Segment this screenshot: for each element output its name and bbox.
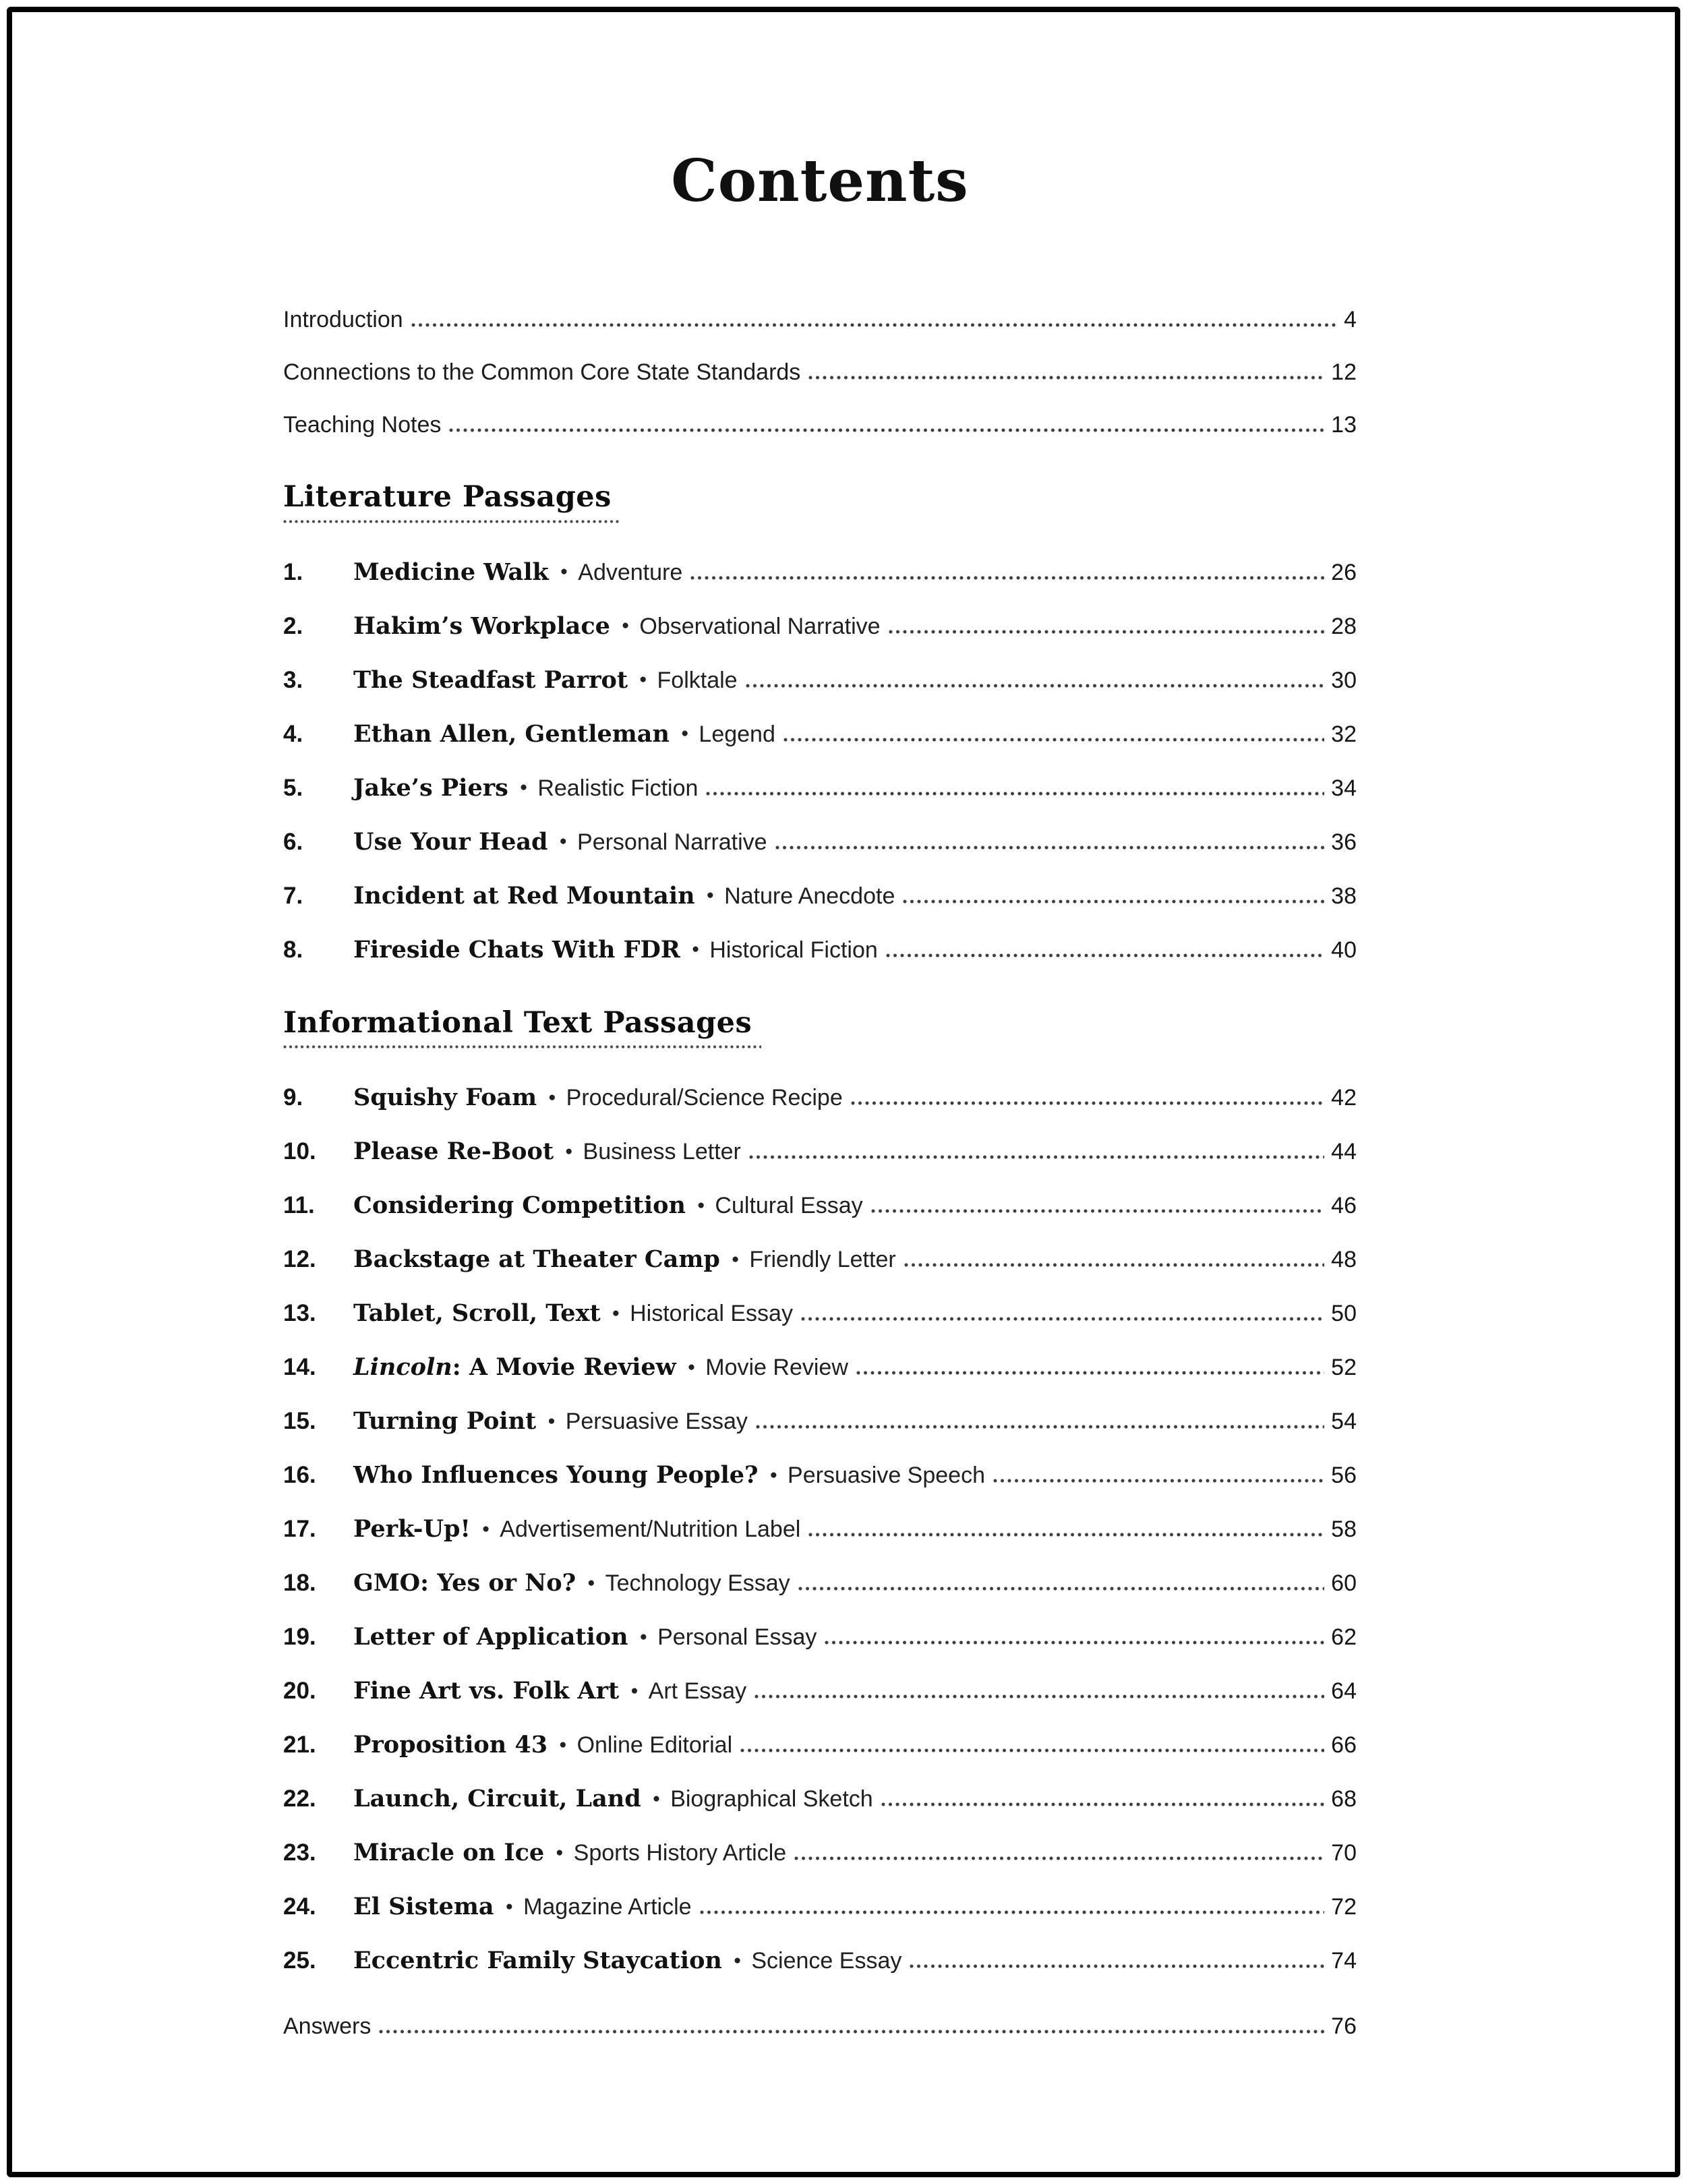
toc-entry [283, 1731, 1357, 1759]
entry-genre: Personal Narrative [577, 829, 767, 855]
heading-underline-dots [283, 519, 621, 523]
toc-section [283, 481, 1357, 964]
page-number: 52 [1331, 1354, 1357, 1380]
toc-entry [283, 1407, 1357, 1436]
toc-entry [283, 1623, 1357, 1651]
entry-genre: Science Essay [751, 1947, 902, 1974]
entry-genre: Observational Narrative [639, 613, 881, 639]
section-heading-wrap [283, 481, 612, 523]
dotted-leader [690, 574, 1324, 580]
bullet-icon: ● [559, 834, 568, 849]
toc-entry [283, 882, 1357, 910]
page-number: 54 [1331, 1408, 1357, 1434]
entry-title: Eccentric Family Staycation [353, 1946, 722, 1974]
toc-entry [283, 1299, 1357, 1328]
bullet-icon: ● [559, 1737, 567, 1752]
dotted-leader [851, 1100, 1324, 1105]
page-number: 48 [1331, 1246, 1357, 1272]
bullet-icon: ● [687, 1359, 696, 1374]
dotted-leader [411, 322, 1337, 327]
toc-entry [283, 1353, 1357, 1382]
entry-number: 18. [283, 1569, 316, 1596]
entry-title: Perk-Up! [353, 1514, 471, 1543]
dotted-leader [903, 898, 1324, 904]
entry-genre: Online Editorial [576, 1732, 733, 1758]
page-number: 26 [1331, 559, 1357, 585]
toc-entry-label: Connections to the Common Core State Standards [283, 359, 801, 385]
toc-entry [283, 1839, 1357, 1867]
entry-title-italic: Lincoln [353, 1353, 452, 1381]
bullet-icon: ● [612, 1305, 620, 1320]
toc-page [283, 0, 1357, 2065]
toc-entry [283, 1084, 1357, 1112]
entry-title: Tablet, Scroll, Text [353, 1299, 601, 1327]
toc-entry [283, 936, 1357, 964]
entry-number: 2. [283, 612, 303, 639]
toc-entry [283, 1947, 1357, 1975]
toc-entry [283, 612, 1357, 641]
dotted-leader [700, 1909, 1325, 1914]
page-number: 12 [1331, 359, 1357, 385]
page-title: Contents [671, 147, 969, 215]
entry-genre: Personal Essay [657, 1624, 817, 1650]
toc-entry [283, 1677, 1357, 1705]
entry-genre: Art Essay [648, 1678, 747, 1704]
bullet-icon: ● [639, 672, 647, 687]
entry-number: 5. [283, 774, 303, 801]
entry-number: 7. [283, 882, 303, 909]
dotted-leader [798, 1585, 1324, 1591]
dotted-leader [886, 952, 1324, 957]
page-number: 74 [1331, 1947, 1357, 1974]
dotted-leader [449, 427, 1324, 432]
entry-title: The Steadfast Parrot [353, 666, 628, 694]
dotted-leader [801, 1316, 1324, 1321]
entry-number: 14. [283, 1353, 316, 1380]
entry-number: 1. [283, 558, 303, 585]
bullet-icon: ● [548, 1090, 556, 1104]
page-number: 68 [1331, 1785, 1357, 1812]
bullet-icon: ● [565, 1144, 573, 1158]
entry-number: 13. [283, 1299, 316, 1326]
entry-genre: Sports History Article [573, 1839, 787, 1866]
dotted-leader [881, 1801, 1324, 1806]
toc-entry [283, 1461, 1357, 1489]
entry-number: 6. [283, 828, 303, 855]
entry-title: Please Re-Boot [353, 1137, 554, 1165]
sections [283, 481, 1357, 1975]
bullet-icon: ● [481, 1521, 490, 1536]
dotted-leader [754, 1693, 1324, 1699]
page-number: 38 [1331, 883, 1357, 909]
entry-number: 4. [283, 720, 303, 747]
page-number: 60 [1331, 1570, 1357, 1596]
page-number: 70 [1331, 1839, 1357, 1866]
section-heading: Informational Text Passages [283, 1005, 752, 1040]
bullet-icon: ● [519, 780, 528, 795]
bullet-icon: ● [691, 942, 700, 957]
entry-title: Fine Art vs. Folk Art [353, 1676, 620, 1705]
bullet-icon: ● [560, 564, 568, 579]
bullet-icon: ● [652, 1791, 661, 1806]
bullet-icon: ● [680, 726, 689, 741]
page-number: 28 [1331, 613, 1357, 639]
entry-genre: Business Letter [583, 1138, 741, 1164]
bullet-icon: ● [505, 1899, 514, 1914]
entry-title: Squishy Foam [353, 1083, 537, 1111]
bullet-icon: ● [630, 1683, 639, 1698]
toc-entry [283, 1515, 1357, 1543]
page-number: 13 [1331, 411, 1357, 438]
bullet-icon: ● [621, 618, 630, 633]
dotted-leader [749, 1154, 1324, 1159]
bullet-icon: ● [769, 1467, 778, 1482]
page-number: 46 [1331, 1192, 1357, 1218]
entry-genre: Magazine Article [523, 1893, 692, 1920]
entry-genre: Realistic Fiction [537, 775, 699, 801]
entry-title: Ethan Allen, Gentleman [353, 719, 670, 748]
entry-number: 8. [283, 936, 303, 963]
entry-genre: Advertisement/Nutrition Label [500, 1516, 801, 1542]
dotted-leader [783, 736, 1324, 742]
toc-entry [283, 828, 1357, 856]
back-matter [283, 2013, 1357, 2040]
toc-entry-label: Teaching Notes [283, 411, 442, 438]
entry-genre: Legend [699, 721, 775, 747]
page-number: 4 [1344, 307, 1357, 332]
entry-number: 19. [283, 1623, 316, 1650]
entry-genre: Persuasive Speech [788, 1462, 985, 1488]
bullet-icon: ● [731, 1251, 740, 1266]
toc-entry [283, 359, 1357, 386]
dotted-leader [794, 1855, 1324, 1860]
entry-genre: Adventure [578, 559, 683, 585]
page-number: 58 [1331, 1516, 1357, 1542]
entry-title: Launch, Circuit, Land [353, 1784, 641, 1812]
entry-number: 17. [283, 1515, 316, 1542]
bullet-icon: ● [697, 1198, 705, 1212]
entry-number: 11. [283, 1191, 315, 1218]
entry-genre: Biographical Sketch [670, 1785, 873, 1812]
dotted-leader [746, 682, 1325, 688]
entry-genre: Historical Fiction [709, 937, 878, 963]
page-number: 34 [1331, 775, 1357, 801]
page-number: 30 [1331, 667, 1357, 693]
entry-number: 3. [283, 666, 303, 693]
section-heading: Literature Passages [283, 480, 612, 514]
entry-genre: Persuasive Essay [565, 1408, 748, 1434]
entry-number: 12. [283, 1245, 316, 1272]
heading-underline-dots [283, 1044, 761, 1049]
dotted-leader [825, 1639, 1324, 1645]
dotted-leader [808, 1531, 1324, 1537]
toc-entry [283, 1569, 1357, 1597]
toc-entry [283, 1785, 1357, 1813]
entry-title: Medicine Walk [353, 558, 549, 586]
page-number: 72 [1331, 1893, 1357, 1920]
toc-entry-label: Introduction [283, 307, 403, 332]
toc-entry [283, 2013, 1357, 2040]
dotted-leader [910, 1963, 1324, 1968]
bullet-icon: ● [733, 1953, 742, 1968]
entry-genre: Movie Review [705, 1354, 848, 1380]
entry-title: Miracle on Ice [353, 1838, 545, 1866]
entry-number: 23. [283, 1839, 316, 1866]
entry-title: Jake’s Piers [353, 773, 508, 802]
dotted-leader [756, 1423, 1324, 1429]
dotted-leader [904, 1262, 1324, 1267]
page-number: 56 [1331, 1462, 1357, 1488]
entry-title: Lincoln: A Movie Review [353, 1353, 676, 1381]
toc-entry [283, 1245, 1357, 1274]
page-number: 50 [1331, 1300, 1357, 1326]
entry-number: 16. [283, 1461, 316, 1488]
entry-genre: Procedural/Science Recipe [566, 1084, 843, 1111]
entry-number: 15. [283, 1407, 316, 1434]
bullet-icon: ● [556, 1845, 564, 1860]
dotted-leader [706, 790, 1324, 796]
page-number: 44 [1331, 1138, 1357, 1164]
entry-title: Hakim’s Workplace [353, 612, 610, 640]
dotted-leader [740, 1747, 1324, 1752]
page-number: 62 [1331, 1624, 1357, 1650]
toc-entry [283, 774, 1357, 802]
toc-entry-list [283, 1084, 1357, 1975]
entry-title: Fireside Chats With FDR [353, 935, 680, 964]
entry-title: Considering Competition [353, 1191, 686, 1219]
dotted-leader [993, 1477, 1324, 1483]
toc-entry [283, 306, 1357, 334]
section-heading-wrap [283, 1007, 752, 1049]
toc-entry-label: Answers [283, 2013, 372, 2039]
page-number: 76 [1331, 2013, 1357, 2039]
toc-entry-list [283, 558, 1357, 964]
toc-entry [283, 411, 1357, 439]
toc-entry [283, 1893, 1357, 1921]
entry-title: Incident at Red Mountain [353, 881, 695, 910]
entry-title: Turning Point [353, 1407, 537, 1435]
page-number: 42 [1331, 1084, 1357, 1111]
bullet-icon: ● [639, 1629, 648, 1644]
toc-entry [283, 666, 1357, 695]
page-number: 36 [1331, 829, 1357, 855]
front-matter [283, 306, 1357, 438]
page-number: 32 [1331, 721, 1357, 747]
entry-genre: Friendly Letter [749, 1246, 896, 1272]
dotted-leader [808, 374, 1324, 380]
entry-title: GMO: Yes or No? [353, 1568, 576, 1597]
entry-title: Letter of Application [353, 1622, 628, 1651]
entry-title: Who Influences Young People? [353, 1460, 759, 1489]
page-number: 64 [1331, 1678, 1357, 1704]
entry-number: 10. [283, 1138, 316, 1164]
bullet-icon: ● [547, 1413, 556, 1428]
toc-entry [283, 720, 1357, 748]
dotted-leader [775, 844, 1325, 850]
entry-genre: Historical Essay [630, 1300, 793, 1326]
entry-genre: Cultural Essay [715, 1192, 863, 1218]
dotted-leader [871, 1208, 1325, 1213]
dotted-leader [379, 2028, 1324, 2034]
entry-genre: Nature Anecdote [724, 883, 895, 909]
bullet-icon: ● [706, 888, 715, 903]
toc-entry [283, 558, 1357, 587]
entry-title: Backstage at Theater Camp [353, 1245, 720, 1273]
entry-title: El Sistema [353, 1892, 494, 1920]
entry-number: 9. [283, 1084, 303, 1111]
entry-number: 24. [283, 1893, 316, 1920]
entry-number: 20. [283, 1677, 316, 1704]
entry-number: 22. [283, 1785, 316, 1812]
page-number: 66 [1331, 1732, 1357, 1758]
entry-title: Use Your Head [353, 827, 548, 856]
entry-number: 21. [283, 1731, 316, 1758]
entry-genre: Folktale [657, 667, 738, 693]
dotted-leader [889, 628, 1325, 634]
toc-entry [283, 1191, 1357, 1220]
toc-section [283, 1007, 1357, 1975]
dotted-leader [856, 1369, 1324, 1375]
bullet-icon: ● [587, 1575, 595, 1590]
toc-entry [283, 1138, 1357, 1166]
page-number: 40 [1331, 937, 1357, 963]
entry-title: Proposition 43 [353, 1730, 548, 1759]
entry-genre: Technology Essay [605, 1570, 790, 1596]
entry-number: 25. [283, 1947, 316, 1974]
